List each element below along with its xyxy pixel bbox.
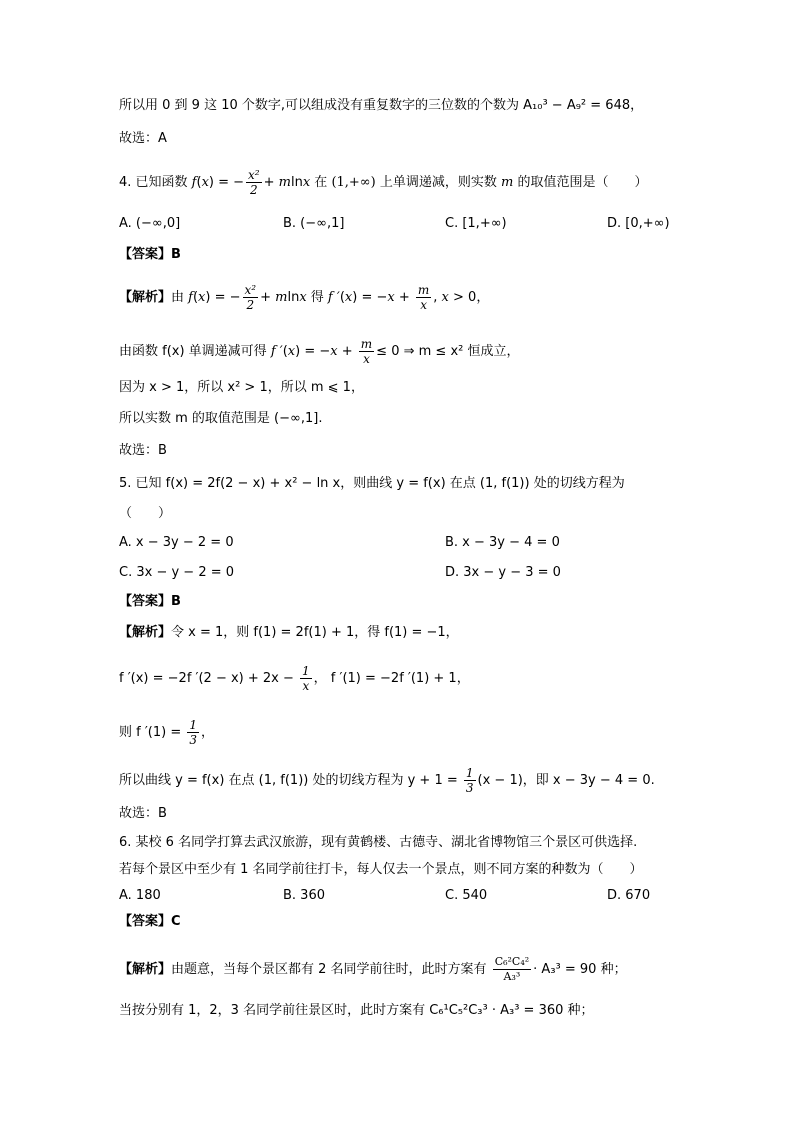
option-a: A. 180 (119, 888, 161, 903)
option-c: C. 540 (445, 888, 488, 903)
question-6-stem: 6. 某校 6 名同学打算去武汉旅游，现有黄鹤楼、古德寺、湖北省博物馆三个景区可供选择. (119, 835, 638, 850)
option-a: A. x − 3y − 2 = 0 (119, 535, 234, 550)
analysis-line: 则 f ′(1) = $\frac{1}{3}$ ， (119, 718, 215, 747)
option-c: C. 3x − y − 2 = 0 (119, 565, 235, 580)
option-d: D. 670 (607, 888, 651, 903)
question-4-stem: 4. 已知函数 f(x) = − $\frac{\text{x²}}{2}$ + mlnx 在 (1,+∞) 上单调递减，则实数 m 的取值范围是（ ） (119, 168, 648, 197)
text-line: 所以用 0 到 9 这 10 个数字,可以组成没有重复数字的三位数的个数为 A₁₀³ − A₉² = 648， (119, 98, 644, 113)
analysis-line: 【解析】由题意，当每个景区都有 2 名同学前往时，此时方案有 $\frac{\text{C₆²C₄²}}{\text{A₃³}}$ · A₃³ = 90 种； (119, 955, 627, 983)
option-d: D. [0,+∞) (607, 216, 670, 231)
answer-label: 【答案】B (119, 594, 181, 609)
text-line: 故选：B (119, 443, 167, 458)
answer-label: 【答案】C (119, 914, 181, 929)
question-6-stem: 若每个景区中至少有 1 名同学前往打卡，每人仅去一个景点，则不同方案的种数为（ ） (119, 862, 643, 877)
analysis-line: 【解析】令 x = 1，则 f(1) = 2f(1) + 1，得 f(1) = −1， (119, 625, 459, 640)
option-b: B. x − 3y − 4 = 0 (445, 535, 560, 550)
analysis-line: 由函数 f(x) 单调递减可得 f ′(x) = −x + $\frac{m}{x}$ ≤ 0 ⇒ m ≤ x² 恒成立， (119, 337, 520, 366)
analysis-line: f ′(x) = −2f ′(2 − x) + 2x − $\frac{1}{x}$ ， f ′(1) = −2f ′(1) + 1， (119, 664, 470, 693)
option-d: D. 3x − y − 3 = 0 (445, 565, 561, 580)
option-b: B. (−∞,1] (283, 216, 345, 231)
text-line: 故选：A (119, 131, 167, 146)
analysis-line: 当按分别有 1，2，3 名同学前往景区时，此时方案有 C₆¹C₅²C₃³ · A₃³ = 360 种； (119, 1003, 594, 1018)
analysis-line: 所以实数 m 的取值范围是 (−∞,1]. (119, 411, 323, 426)
option-b: B. 360 (283, 888, 325, 903)
answer-label: 【答案】B (119, 247, 181, 262)
option-c: C. [1,+∞) (445, 216, 507, 231)
question-5-stem: 5. 已知 f(x) = 2f(2 − x) + x² − ln x，则曲线 y = f(x) 在点 (1, f(1)) 处的切线方程为 (119, 476, 625, 491)
text-line: 故选：B (119, 806, 167, 821)
analysis-line: 【解析】由 f(x) = − $\frac{\text{x²}}{2}$ + mlnx 得 f ′(x) = −x + $\frac{m}{x}$ , x > 0， (119, 283, 490, 312)
question-5-paren: （ ） (119, 506, 172, 521)
option-a: A. (−∞,0] (119, 216, 181, 231)
analysis-line: 因为 x > 1，所以 x² > 1，所以 m ⩽ 1， (119, 380, 364, 395)
analysis-line: 所以曲线 y = f(x) 在点 (1, f(1)) 处的切线方程为 y + 1 = $\frac{1}{3}$ (x − 1)，即 x − 3y − 4 = 0. (119, 766, 655, 795)
